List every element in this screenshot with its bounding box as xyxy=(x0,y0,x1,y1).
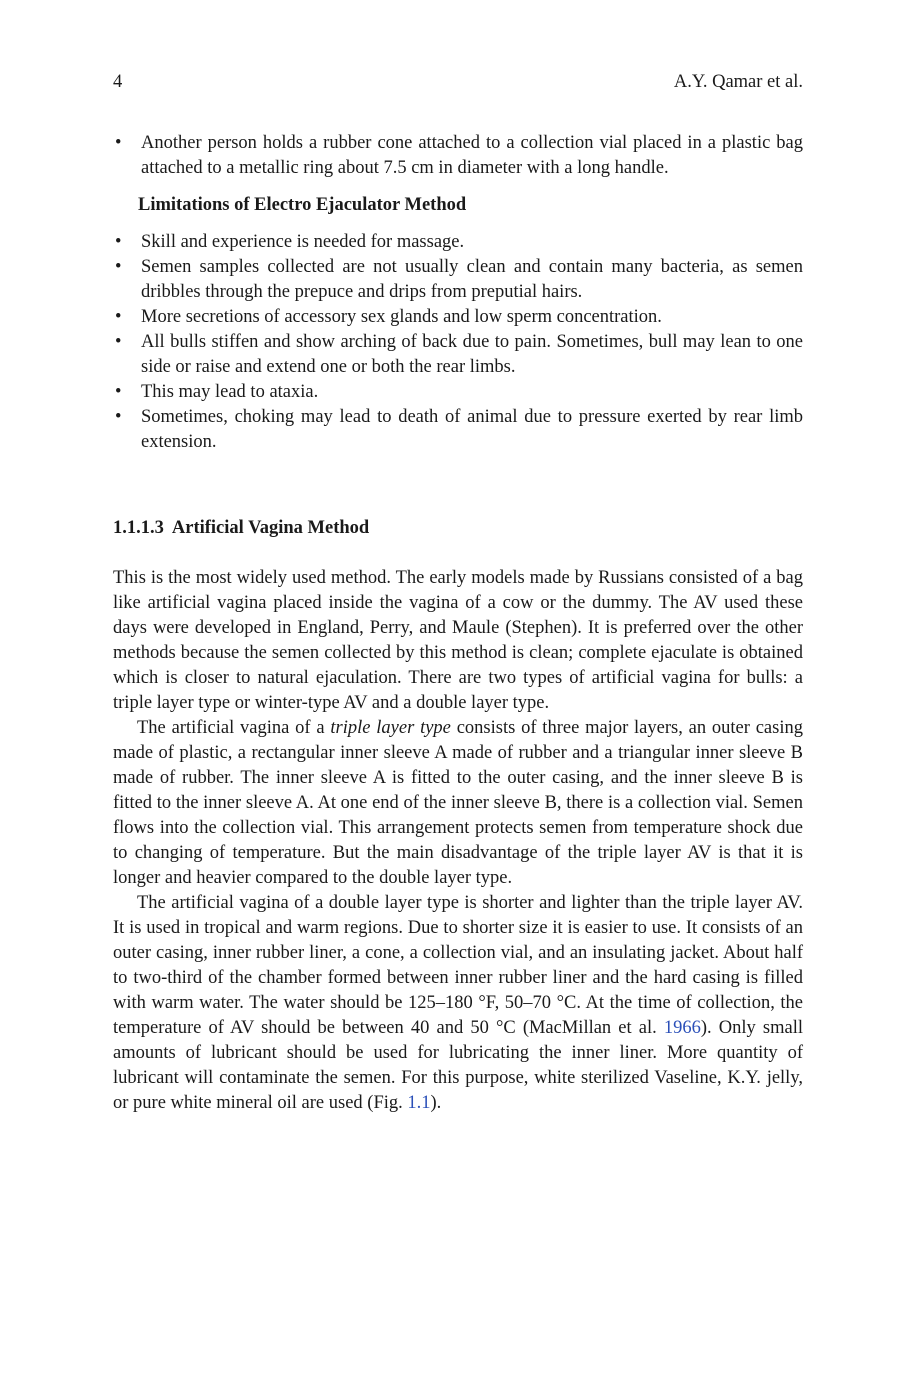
page xyxy=(113,70,803,1116)
paragraph-2-emphasis: triple layer type xyxy=(330,718,451,738)
list-item: • Another person holds a rubber cone attached to a collection vial placed in a plastic bag attached to a metallic ring about 7.5 cm in diameter with a long handle. xyxy=(113,131,803,181)
paragraph-3-text-start: The artificial vagina of a double layer type is shorter and lighter than the triple layer AV. It is used in tropical and warm regions. Due to shorter size it is easier to use. It consists of an outer casing, inner rubber liner, a cone, a collection vial, and an insulating jacket. About half to two-third of the chamber formed between inner rubber liner and the hard casing is filled with warm water. The water should be 125–180 °F, 50–70 °C. At the time of collection, the temperature of AV should be between 40 and 50 °C (MacMillan et al. xyxy=(113,893,803,1038)
page-number: 4 xyxy=(113,72,123,92)
limitations-heading: Limitations of Electro Ejaculator Method xyxy=(138,195,467,215)
running-head xyxy=(113,70,803,95)
section-heading xyxy=(113,516,803,541)
running-head-authors: A.Y. Qamar et al. xyxy=(673,72,803,92)
figure-reference-link[interactable]: 1.1 xyxy=(407,1093,431,1113)
limitations-list xyxy=(113,230,803,455)
section-number: 1.1.1.3 xyxy=(113,518,164,538)
paragraph-2-text-start: The artificial vagina of a xyxy=(137,718,331,738)
paragraph-3 xyxy=(113,891,803,1116)
list-item: • This may lead to ataxia. xyxy=(113,380,803,405)
paragraph-2 xyxy=(113,716,803,891)
bullet-list-top xyxy=(113,131,803,181)
citation-link-macmillan[interactable]: 1966 xyxy=(663,1018,701,1038)
paragraph-1: This is the most widely used method. The early models made by Russians consisted of a bag like artificial vagina placed inside the vagina of a cow or the dummy. The AV used these days were developed in England, Perry, and Maule (Stephen). It is preferred over the other methods because the semen collected by this method is clean; complete ejaculate is obtained which is closer to natural ejaculation. There are two types of artificial vagina for bulls: a triple layer type or winter-type AV and a double layer type. xyxy=(113,568,803,713)
list-item: • More secretions of accessory sex glands and low sperm concentration. xyxy=(113,305,803,330)
list-item: • Semen samples collected are not usually clean and contain many bacteria, as semen dribbles through the prepuce and drips from preputial hairs. xyxy=(113,255,803,305)
list-item: • Sometimes, choking may lead to death of animal due to pressure exerted by rear limb extension. xyxy=(113,405,803,455)
list-item: • Skill and experience is needed for massage. xyxy=(113,230,803,255)
paragraph-3-text-middle: ). Only small amounts of lubricant should be used for lubricating the inner liner. More quantity of lubricant will contaminate the semen. For this purpose, white sterilized Vaseline, K.Y. jelly, or pure white mineral oil are used (Fig. xyxy=(113,1018,803,1113)
paragraph-2-text-end: consists of three major layers, an outer casing made of plastic, a rectangular inner sleeve A made of rubber and a triangular inner sleeve B made of rubber. The inner sleeve A is fitted to the outer casing, and the inner sleeve B is fitted to the inner sleeve A. At one end of the inner sleeve B, there is a collection vial. Semen flows into the collection vial. This arrangement protects semen from temperature shock due to changing of temperature. But the main disadvantage of the triple layer AV is that it is longer and heavier compared to the double layer type. xyxy=(113,718,803,888)
paragraph-3-text-end: ). xyxy=(430,1093,442,1113)
list-item: • All bulls stiffen and show arching of back due to pain. Sometimes, bull may lean to one side or raise and extend one or both the rear limbs. xyxy=(113,330,803,380)
section-title: Artificial Vagina Method xyxy=(171,518,370,538)
